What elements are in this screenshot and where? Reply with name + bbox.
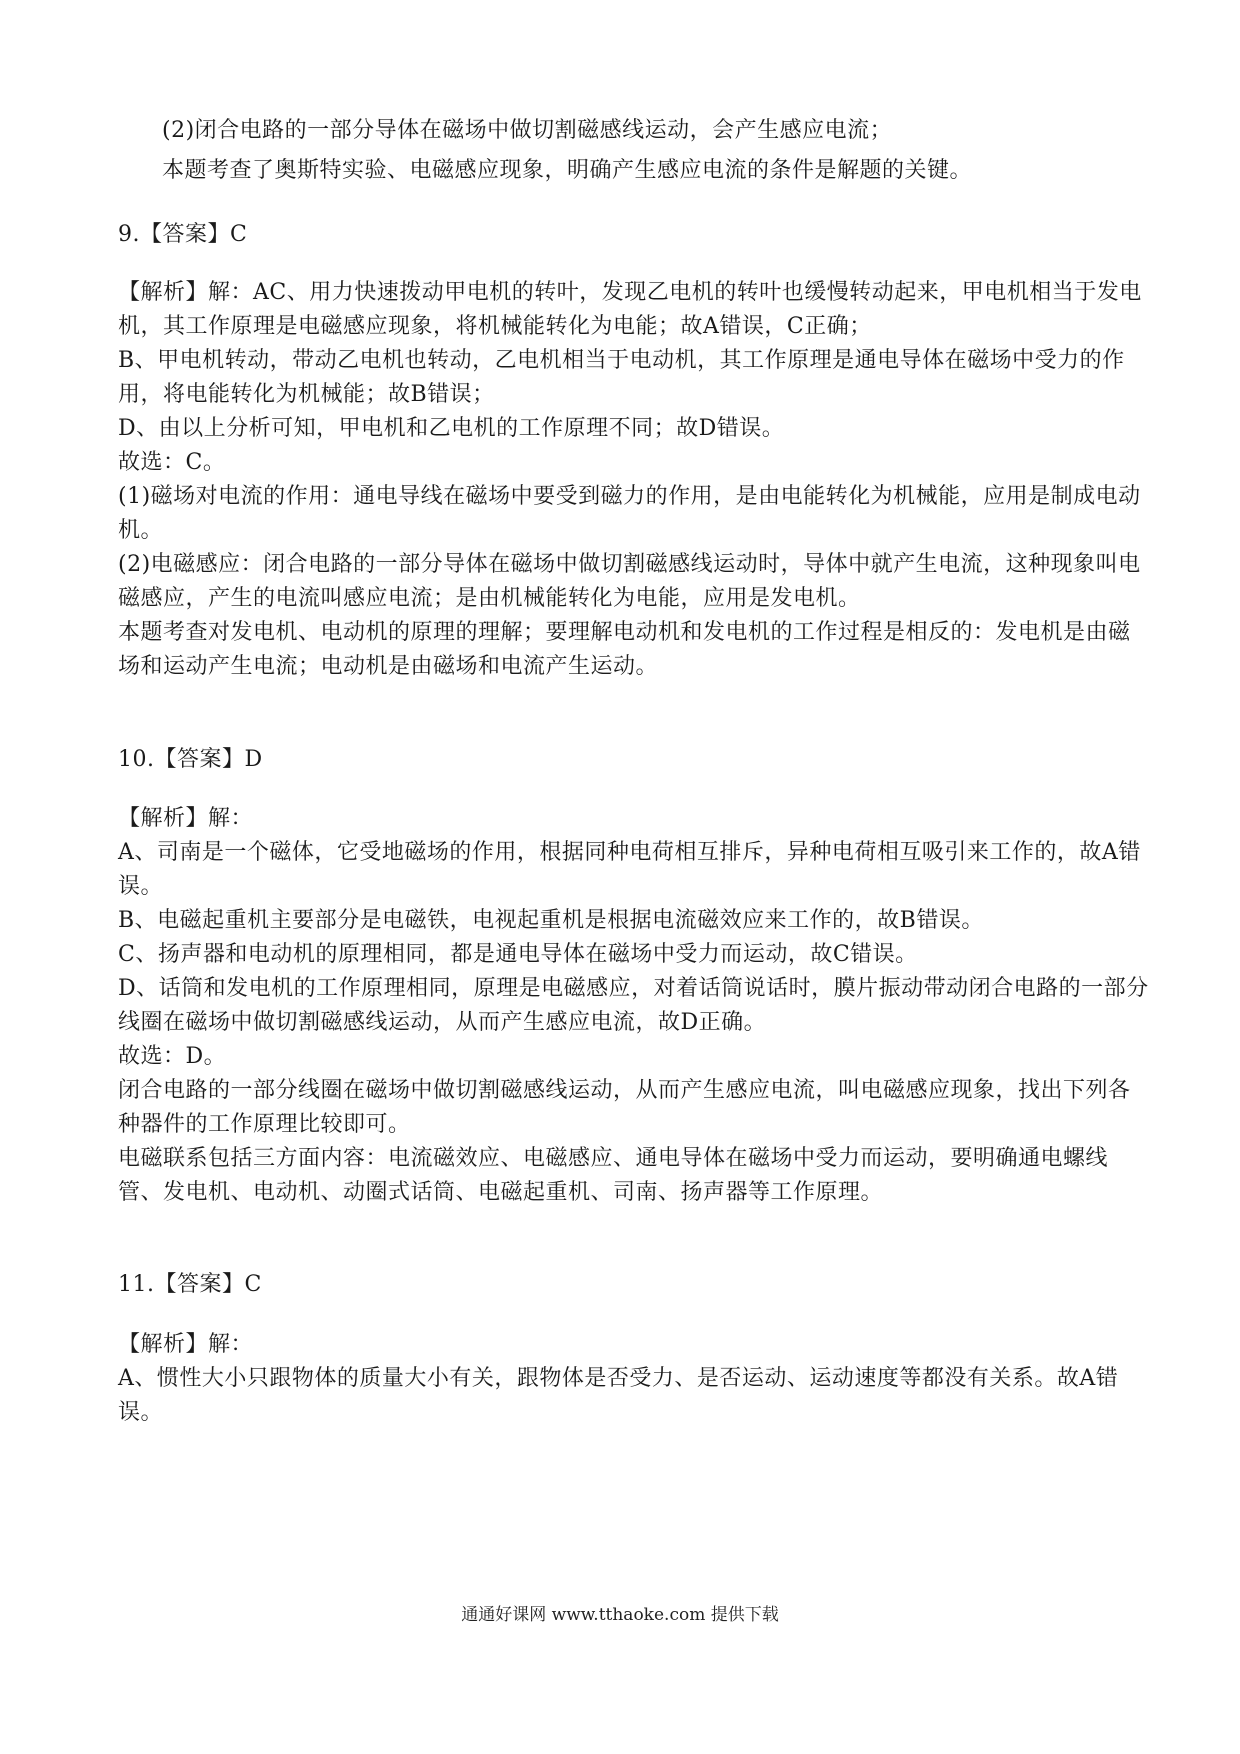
text-line: (1)磁场对电流的作用：通电导线在磁场中要受到磁力的作用，是由电能转化为机械能，应用是制成电动 — [118, 484, 1141, 509]
text-line: 【解析】解：AC、用力快速拨动甲电机的转叶，发现乙电机的转叶也缓慢转动起来，甲电机相当于发电 — [118, 280, 1142, 305]
text-line: A、司南是一个磁体，它受地磁场的作用，根据同种电荷相互排斥，异种电荷相互吸引来工作的，故A错 — [118, 840, 1141, 865]
text-line: 线圈在磁场中做切割磁感线运动，从而产生感应电流，故D正确。 — [118, 1010, 767, 1035]
text-line: (2)闭合电路的一部分导体在磁场中做切割磁感线运动，会产生感应电流； — [162, 118, 893, 143]
text-line: 【解析】解： — [118, 1332, 254, 1357]
text-line: 故选：C。 — [118, 450, 226, 475]
text-line: 故选：D。 — [118, 1044, 227, 1069]
text-line: B、甲电机转动，带动乙电机也转动，乙电机相当于电动机，其工作原理是通电导体在磁场中受力的作 — [118, 348, 1125, 373]
page-footer: 通通好课网 www.tthaoke.com 提供下载 — [461, 1605, 779, 1625]
text-line: 机。 — [118, 518, 164, 543]
text-line: A、惯性大小只跟物体的质量大小有关，跟物体是否受力、是否运动、运动速度等都没有关系。故A错 — [118, 1366, 1119, 1391]
text-line: 误。 — [118, 1400, 164, 1425]
text-line: B、电磁起重机主要部分是电磁铁，电视起重机是根据电流磁效应来工作的，故B错误。 — [118, 908, 984, 933]
text-line: D、话筒和发电机的工作原理相同，原理是电磁感应，对着话筒说话时，膜片振动带动闭合电路的一部分 — [118, 976, 1149, 1001]
text-line: 场和运动产生电流；电动机是由磁场和电流产生运动。 — [118, 654, 659, 679]
text-line: 用，将电能转化为机械能；故B错误； — [118, 382, 495, 407]
text-line: 本题考查对发电机、电动机的原理的理解；要理解电动机和发电机的工作过程是相反的：发电机是由磁 — [118, 620, 1131, 645]
text-line: 种器件的工作原理比较即可。 — [118, 1112, 411, 1137]
text-line: 磁感应，产生的电流叫感应电流；是由机械能转化为电能，应用是发电机。 — [118, 586, 861, 611]
text-line: 【解析】解： — [118, 806, 254, 831]
text-line: 本题考查了奥斯特实验、电磁感应现象，明确产生感应电流的条件是解题的关键。 — [162, 158, 973, 183]
text-line: 管、发电机、电动机、动圈式话筒、电磁起重机、司南、扬声器等工作原理。 — [118, 1180, 884, 1205]
text-line: 闭合电路的一部分线圈在磁场中做切割磁感线运动，从而产生感应电流，叫电磁感应现象，找出下列各 — [118, 1078, 1131, 1103]
text-line: (2)电磁感应：闭合电路的一部分导体在磁场中做切割磁感线运动时，导体中就产生电流，这种现象叫电 — [118, 552, 1141, 577]
text-line: D、由以上分析可知，甲电机和乙电机的工作原理不同；故D错误。 — [118, 416, 785, 441]
text-line: 电磁联系包括三方面内容：电流磁效应、电磁感应、通电导体在磁场中受力而运动，要明确通电螺线 — [118, 1146, 1109, 1171]
text-line: 机，其工作原理是电磁感应现象，将机械能转化为电能；故A错误，C正确； — [118, 314, 872, 339]
text-line: C、扬声器和电动机的原理相同，都是通电导体在磁场中受力而运动，故C错误。 — [118, 942, 918, 967]
answer-heading-9: 9.【答案】C — [118, 222, 248, 247]
answer-heading-10: 10.【答案】D — [118, 747, 263, 772]
text-line: 误。 — [118, 874, 164, 899]
answer-heading-11: 11.【答案】C — [118, 1272, 262, 1297]
